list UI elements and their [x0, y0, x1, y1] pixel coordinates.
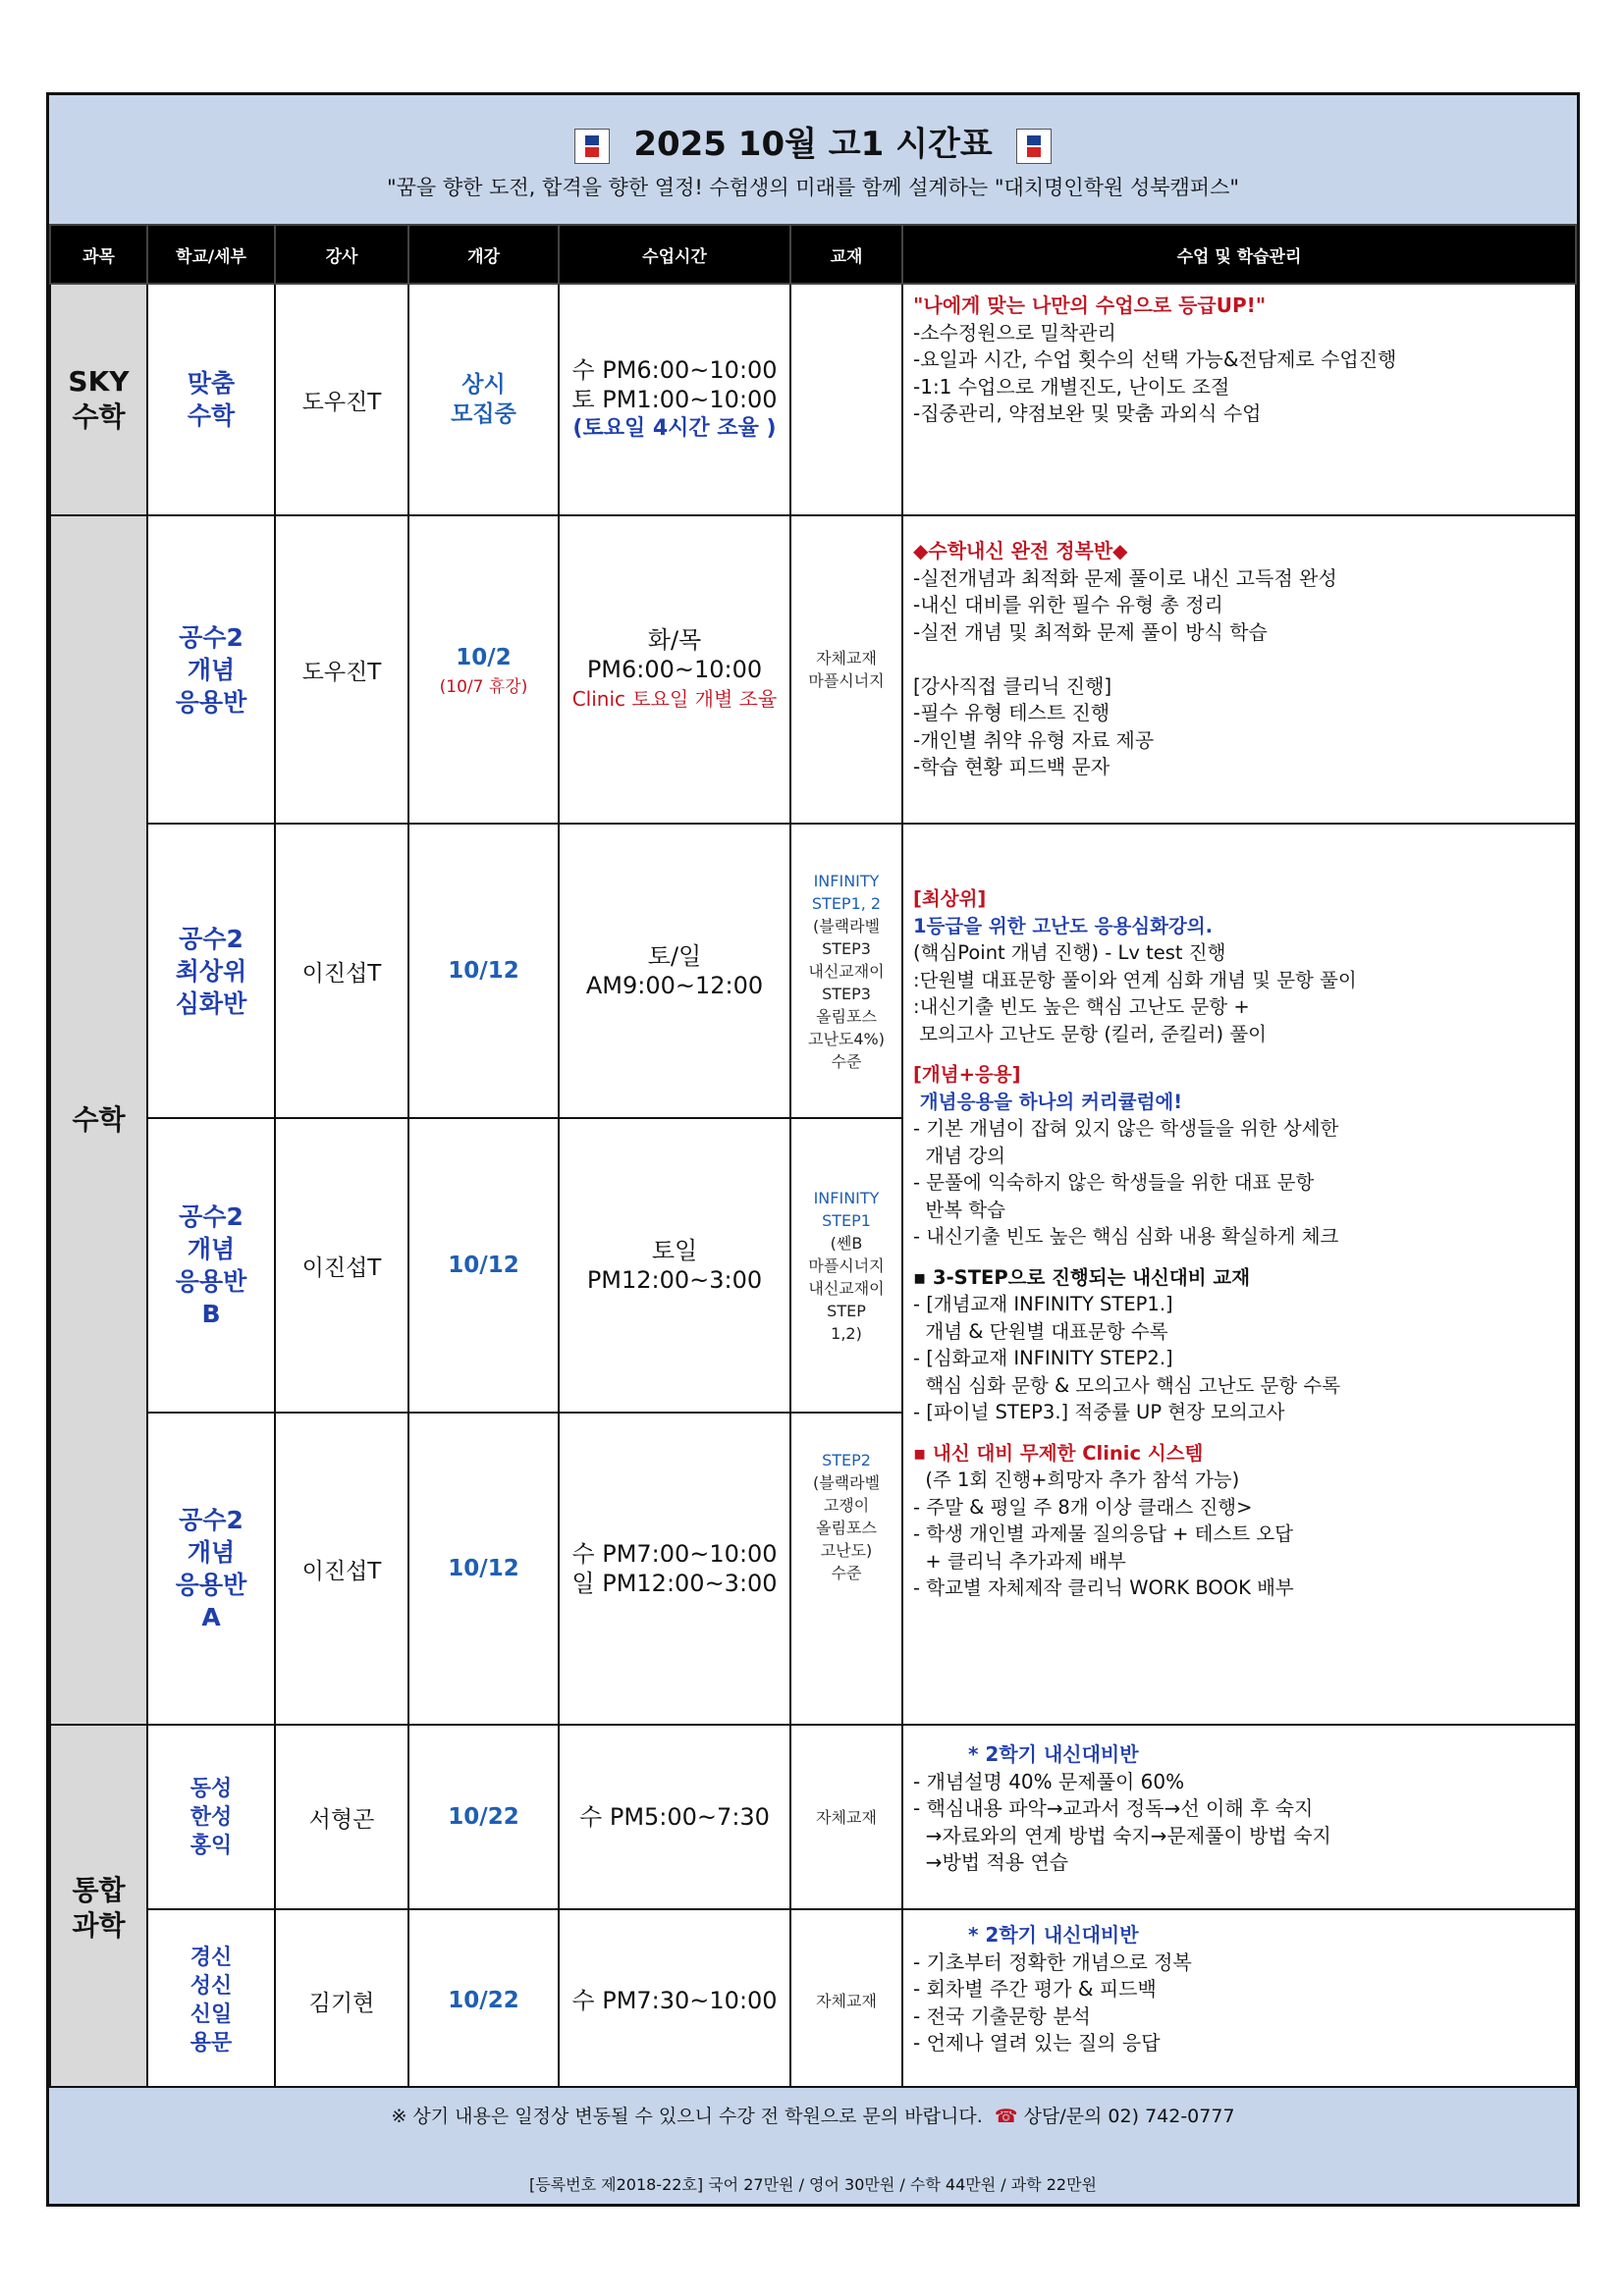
time-cell	[559, 1118, 790, 1413]
teacher-cell: 서형곤	[275, 1725, 408, 1909]
teacher-cell: 도우진T	[275, 284, 408, 515]
class-cell	[147, 515, 275, 824]
subject-cell	[50, 1725, 147, 2092]
time-note: Clinic 토요일 개별 조율	[571, 687, 778, 711]
management-line: - 학교별 자체제작 클리닉 WORK BOOK 배부	[913, 1576, 1294, 1599]
management-line: - 핵심내용 파악→교과서 정독→선 이해 후 숙지	[913, 1796, 1314, 1820]
subject-cell	[50, 284, 147, 515]
spacer	[913, 1426, 1565, 1440]
footer	[49, 2086, 1577, 2204]
management-line: - 개념설명 40% 문제풀이 60%	[913, 1769, 1185, 1793]
time-cell	[559, 515, 790, 824]
book-cell: 자체교재	[790, 1725, 902, 1909]
open-label: 상시 모집중	[451, 372, 516, 427]
management-line: + 클리닉 추가과제 배부	[913, 1549, 1126, 1573]
management-line: →자료와의 연계 방법 숙지→문제풀이 방법 숙지	[913, 1823, 1331, 1847]
management-line: - 내신기출 빈도 높은 핵심 심화 내용 확실하게 체크	[913, 1225, 1339, 1248]
teacher-cell: 이진섭T	[275, 1118, 408, 1413]
timetable	[49, 224, 1577, 2093]
management-line: (주 1회 진행+희망자 추가 참석 가능)	[913, 1468, 1240, 1491]
table-row	[50, 1725, 1576, 1909]
class-label: 공수2 개념 응용반	[175, 622, 247, 717]
open-cell: 10/12	[408, 824, 559, 1118]
management-line: - 기본 개념이 잡혀 있지 않은 학생들을 위한 상세한	[913, 1117, 1339, 1140]
class-cell	[147, 1118, 275, 1413]
management-line: -학습 현황 피드백 문자	[913, 755, 1110, 778]
open-cell	[408, 284, 559, 515]
time-label: 수 PM6:00~10:00 토 PM1:00~10:00	[571, 356, 778, 413]
time-cell: 수 PM7:30~10:00	[559, 1909, 790, 2092]
phone-icon: ☎	[994, 2106, 1018, 2127]
class-label: 공수2 개념 응용반 B	[175, 1202, 247, 1328]
time-note: (토요일 4시간 조율 )	[572, 416, 777, 441]
open-cell: 10/12	[408, 1413, 559, 1725]
academy-logo-right	[1016, 129, 1052, 164]
management-line: 반복 학습	[913, 1198, 1005, 1221]
book-label: (블랙라벨 STEP3 내신교재이 STEP3 올림포스 고난도4%) 수준	[808, 916, 885, 1071]
book-cell	[790, 1413, 902, 1725]
management-cell	[902, 515, 1576, 824]
class-label: 맞춤 수학	[187, 369, 236, 430]
class-cell	[147, 1413, 275, 1725]
management-title: ▪ 내신 대비 무제한 Clinic 시스템	[913, 1441, 1204, 1465]
book-title: STEP2	[822, 1451, 871, 1469]
management-line: -1:1 수업으로 개별진도, 난이도 조절	[913, 374, 1230, 399]
col-header-teacher: 강사	[275, 225, 408, 284]
footer-note	[49, 2102, 1577, 2128]
class-cell	[147, 284, 275, 515]
class-label: 공수2 최상위 심화반	[175, 924, 247, 1018]
page-title: 2025 10월 고1 시간표	[633, 125, 993, 164]
open-note: (10/7 휴강)	[439, 676, 528, 697]
teacher-cell: 이진섭T	[275, 1413, 408, 1725]
management-subtitle: 개념응용을 하나의 커리큘럼에!	[913, 1090, 1183, 1113]
management-title: ◆수학내신 완전 정복반◆	[913, 539, 1128, 562]
open-cell: 10/12	[408, 1118, 559, 1413]
book-title: INFINITY STEP1	[813, 1188, 880, 1230]
time-cell: 수 PM5:00~7:30	[559, 1725, 790, 1909]
management-line: -내신 대비를 위한 필수 유형 총 정리	[913, 593, 1223, 616]
management-line: - 회차별 주간 평가 & 피드백	[913, 1977, 1157, 2001]
management-line: - 문풀에 익숙하지 않은 학생들을 위한 대표 문항	[913, 1171, 1315, 1194]
management-title: ▪ 3-STEP으로 진행되는 내신대비 교재	[913, 1265, 1251, 1289]
page-subtitle: "꿈을 향한 도전, 합격을 향한 열정! 수험생의 미래를 함께 설계하는 "대치명인학원 성북캠퍼스"	[386, 176, 1240, 199]
class-label: 경신 성신 신일 용문	[189, 1946, 233, 2056]
open-cell	[408, 515, 559, 824]
book-cell: 자체교재	[790, 1909, 902, 2092]
teacher-cell: 도우진T	[275, 515, 408, 824]
table-row	[50, 824, 1576, 1118]
management-cell	[902, 284, 1576, 515]
timetable-frame	[46, 92, 1580, 2207]
subject-label: 통합 과학	[72, 1874, 126, 1942]
class-cell	[147, 1909, 275, 2092]
management-line: - [파이널 STEP3.] 적중률 UP 현장 모의고사	[913, 1401, 1285, 1423]
title-row	[49, 117, 1577, 165]
management-cell	[902, 824, 1576, 1725]
col-header-management: 수업 및 학습관리	[902, 225, 1576, 284]
footer-contact: 상담/문의 02) 742-0777	[1023, 2106, 1235, 2127]
management-line: - 전국 기출문항 분석	[913, 2003, 1091, 2028]
time-cell	[559, 824, 790, 1118]
time-label: 수 PM7:00~10:00 일 PM12:00~3:00	[571, 1540, 778, 1597]
time-label: 토일 PM12:00~3:00	[586, 1237, 763, 1294]
management-line: -필수 유형 테스트 진행	[913, 701, 1110, 724]
col-header-open: 개강	[408, 225, 559, 284]
management-title: "나에게 맞는 나만의 수업으로 등급UP!"	[913, 294, 1267, 317]
management-line: -실전개념과 최적화 문제 풀이로 내신 고득점 완성	[913, 565, 1337, 590]
spacer	[913, 1251, 1565, 1264]
management-line	[913, 646, 1565, 673]
book-label: (쎈B 마플시너지 내신교재이 STEP 1,2)	[808, 1233, 885, 1343]
open-label: 10/2	[456, 644, 512, 670]
book-cell	[790, 284, 902, 515]
col-header-book: 교재	[790, 225, 902, 284]
management-line: -실전 개념 및 최적화 문제 풀이 방식 학습	[913, 619, 1268, 644]
col-header-time: 수업시간	[559, 225, 790, 284]
management-line: →방법 적용 연습	[913, 1850, 1069, 1874]
management-line: - 주말 & 평일 주 8개 이상 클래스 진행>	[913, 1495, 1253, 1519]
management-line: 핵심 심화 문항 & 모의고사 핵심 고난도 문항 수록	[913, 1373, 1341, 1397]
management-line: - [개념교재 INFINITY STEP1.]	[913, 1293, 1173, 1315]
table-row	[50, 284, 1576, 515]
management-subtitle: 1등급을 위한 고난도 응용심화강의.	[913, 914, 1214, 937]
management-line: 모의고사 고난도 문항 (킬러, 준킬러) 풀이	[913, 1022, 1267, 1045]
subject-label: SKY 수학	[68, 365, 130, 433]
management-line: -개인별 취약 유형 자료 제공	[913, 727, 1155, 752]
time-cell	[559, 284, 790, 515]
management-line: 개념 강의	[913, 1144, 1005, 1167]
class-label: 동성 한성 홍익	[189, 1776, 233, 1858]
col-header-school: 학교/세부	[147, 225, 275, 284]
management-line: :단원별 대표문항 풀이와 연계 심화 개념 및 문항 풀이	[913, 968, 1357, 991]
time-cell	[559, 1413, 790, 1725]
management-line: -요일과 시간, 수업 횟수의 선택 가능&전담제로 수업진행	[913, 347, 1397, 371]
management-line: - 언제나 열려 있는 질의 응답	[913, 2031, 1161, 2055]
management-line: -소수정원으로 밀착관리	[913, 320, 1116, 345]
management-cell	[902, 1725, 1576, 1909]
table-row	[50, 515, 1576, 824]
book-label: 자체교재 마플시너지	[808, 649, 885, 690]
class-cell	[147, 1725, 275, 1909]
teacher-cell: 김기현	[275, 1909, 408, 2092]
management-title: * 2학기 내신대비반	[968, 1923, 1139, 1947]
class-label: 공수2 개념 응용반 A	[175, 1506, 247, 1631]
management-line: (핵심Point 개념 진행) - Lv test 진행	[913, 941, 1226, 964]
subject-cell: 수학	[50, 515, 147, 1725]
header	[49, 95, 1577, 226]
academy-logo-left	[574, 129, 610, 164]
management-line: 개념 & 단원별 대표문항 수록	[913, 1319, 1168, 1343]
management-line: - [심화교재 INFINITY STEP2.]	[913, 1347, 1173, 1369]
open-cell: 10/22	[408, 1725, 559, 1909]
book-cell	[790, 824, 902, 1118]
book-cell	[790, 515, 902, 824]
management-cell	[902, 1909, 1576, 2092]
footer-fees: [등록번호 제2018-22호] 국어 27만원 / 영어 30만원 / 수학 44만원 / 과학 22만원	[528, 2175, 1097, 2194]
management-title: [개념+응용]	[913, 1063, 1021, 1086]
management-line: - 기초부터 정확한 개념으로 정복	[913, 1949, 1192, 1974]
class-cell	[147, 824, 275, 1118]
management-line: - 학생 개인별 과제물 질의응답 + 테스트 오답	[913, 1522, 1293, 1545]
time-label: 화/목 PM6:00~10:00	[586, 626, 763, 683]
open-cell: 10/22	[408, 1909, 559, 2092]
management-title: * 2학기 내신대비반	[968, 1742, 1139, 1766]
management-line: -집중관리, 약점보완 및 맞춤 과외식 수업	[913, 401, 1262, 425]
footer-note-text: ※ 상기 내용은 일정상 변동될 수 있으니 수강 전 학원으로 문의 바랍니다.	[391, 2106, 983, 2127]
col-header-subject: 과목	[50, 225, 147, 284]
book-label: (블랙라벨 고쟁이 올림포스 고난도) 수준	[812, 1473, 881, 1582]
time-label: 토/일 AM9:00~12:00	[585, 942, 764, 999]
teacher-cell: 이진섭T	[275, 824, 408, 1118]
table-row	[50, 1909, 1576, 2092]
table-header-row	[50, 225, 1576, 284]
management-line: [강사직접 클리닉 진행]	[913, 673, 1112, 698]
management-line: :내신기출 빈도 높은 핵심 고난도 문항 +	[913, 995, 1250, 1018]
spacer	[913, 1047, 1565, 1061]
book-cell	[790, 1118, 902, 1413]
management-title: [최상위]	[913, 887, 987, 910]
book-title: INFINITY STEP1, 2	[811, 871, 882, 913]
